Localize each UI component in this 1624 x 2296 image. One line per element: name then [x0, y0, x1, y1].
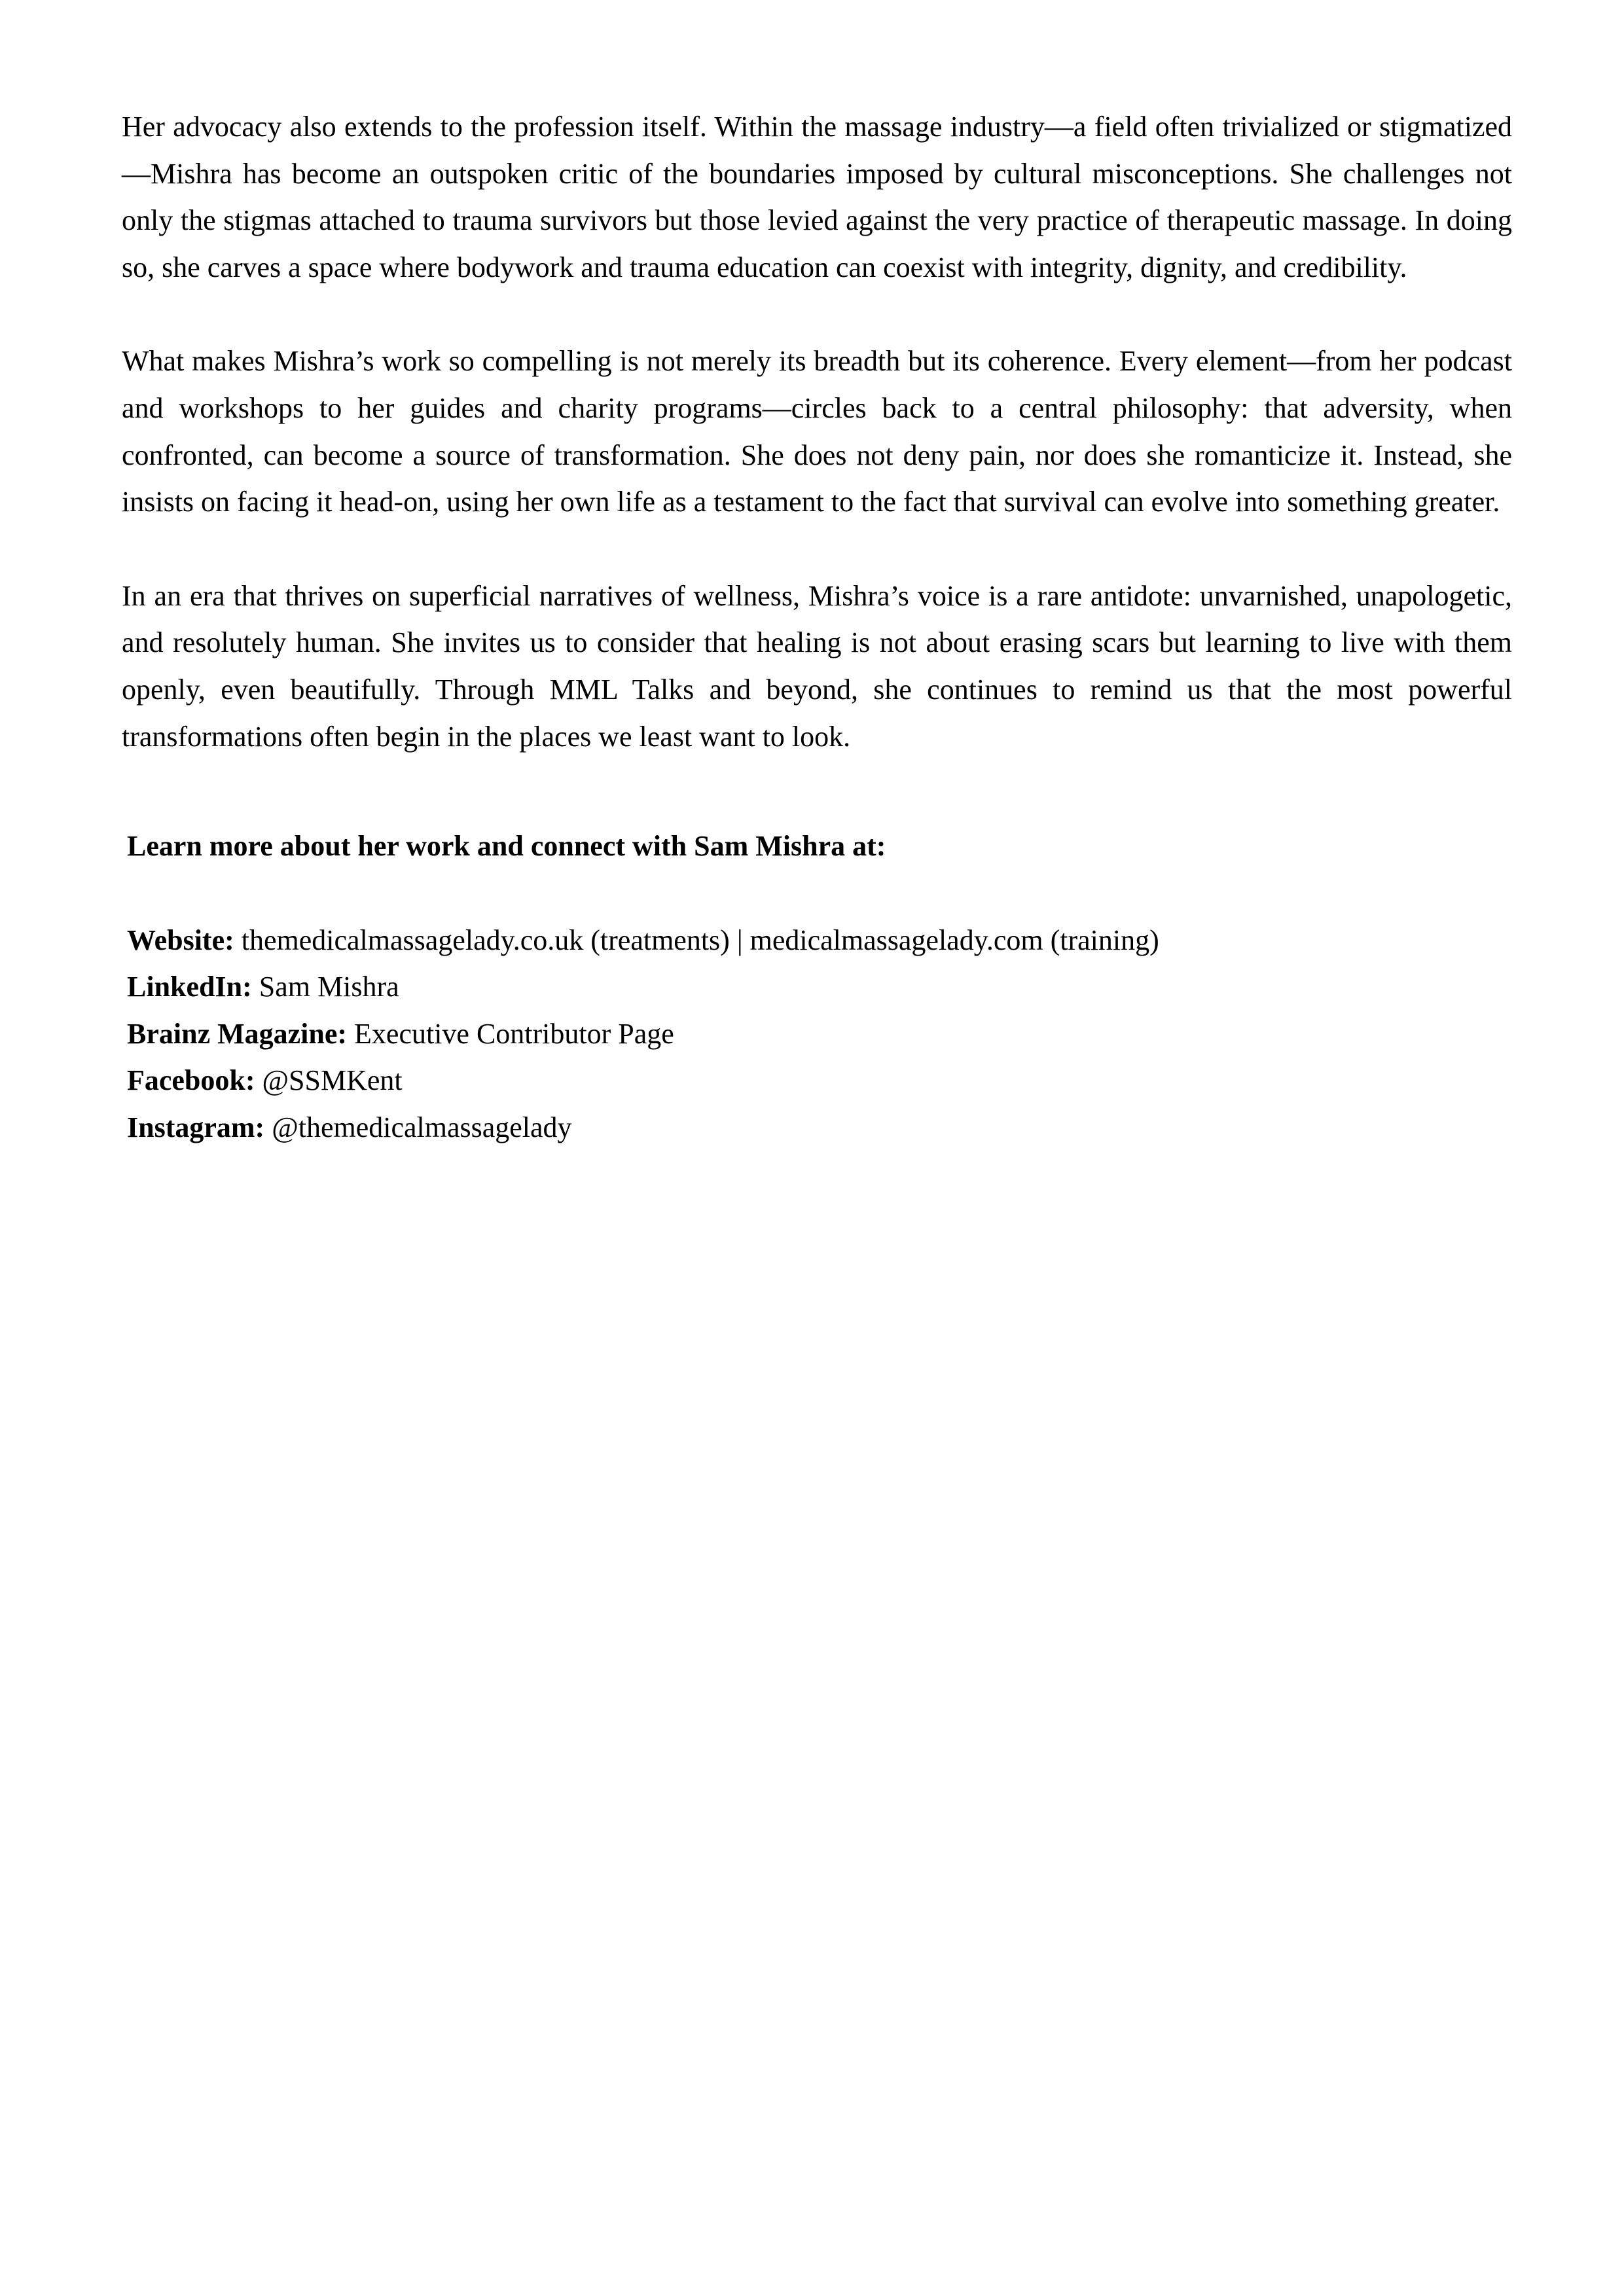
contact-website-label: Website: — [127, 924, 242, 956]
contact-instagram-label: Instagram: — [127, 1111, 272, 1143]
paragraph-advocacy: Her advocacy also extends to the profession itself. Within the massage industry—a field often trivialized or stigmatized —Mishra has become an outspoken critic of the boundaries imposed by cultural misconceptions. She challenges not only the stigmas attached to trauma survivors but those levied against the very practice of therapeutic massage. In doing so, she carves a space where bodywork and trauma education can coexist with integrity, dignity, and credibility. — [122, 111, 1512, 283]
contact-instagram — [127, 1104, 1502, 1151]
contact-facebook — [127, 1057, 1502, 1104]
contact-linkedin — [127, 963, 1502, 1011]
article-body — [122, 103, 1512, 760]
contact-linkedin-link[interactable]: Sam Mishra — [259, 971, 399, 1003]
contact-facebook-link[interactable]: @SSMKent — [262, 1064, 403, 1097]
connect-section — [127, 823, 1502, 1151]
connect-heading: Learn more about her work and connect with Sam Mishra at: — [127, 830, 886, 862]
contact-website — [127, 917, 1502, 964]
contact-list — [127, 917, 1502, 1151]
paragraph-wellness: In an era that thrives on superficial narratives of wellness, Mishra’s voice is a rare antidote: unvarnished, unapologetic, and resolutely human. She invites us to consider that healing is not about erasing scars but learning to live with them openly, even beautifully. Through MML Talks and beyond, she continues to remind us that the most powerful transformations often begin in the places we least want to look. — [122, 579, 1512, 753]
contact-linkedin-label: LinkedIn: — [127, 971, 259, 1003]
contact-brainz-link[interactable]: Executive Contributor Page — [354, 1017, 674, 1050]
contact-facebook-label: Facebook: — [127, 1064, 262, 1097]
paragraph-coherence: What makes Mishra’s work so compelling is not merely its breadth but its coherence. Every element—from her podcast and workshops to her guides and charity programs—circles back to a central philosophy: that adversity, when confronted, can become a source of transformation. She does not deny pain, nor does she romanticize it. Instead, she insists on facing it head-on, using her own life as a testament to the fact that survival can evolve into something greater. — [122, 345, 1512, 518]
contact-brainz-label: Brainz Magazine: — [127, 1017, 355, 1050]
contact-instagram-link[interactable]: @themedicalmassagelady — [272, 1111, 572, 1143]
contact-brainz — [127, 1011, 1502, 1058]
contact-website-link[interactable]: themedicalmassagelady.co.uk (treatments) | medicalmassagelady.com (training) — [241, 924, 1159, 956]
